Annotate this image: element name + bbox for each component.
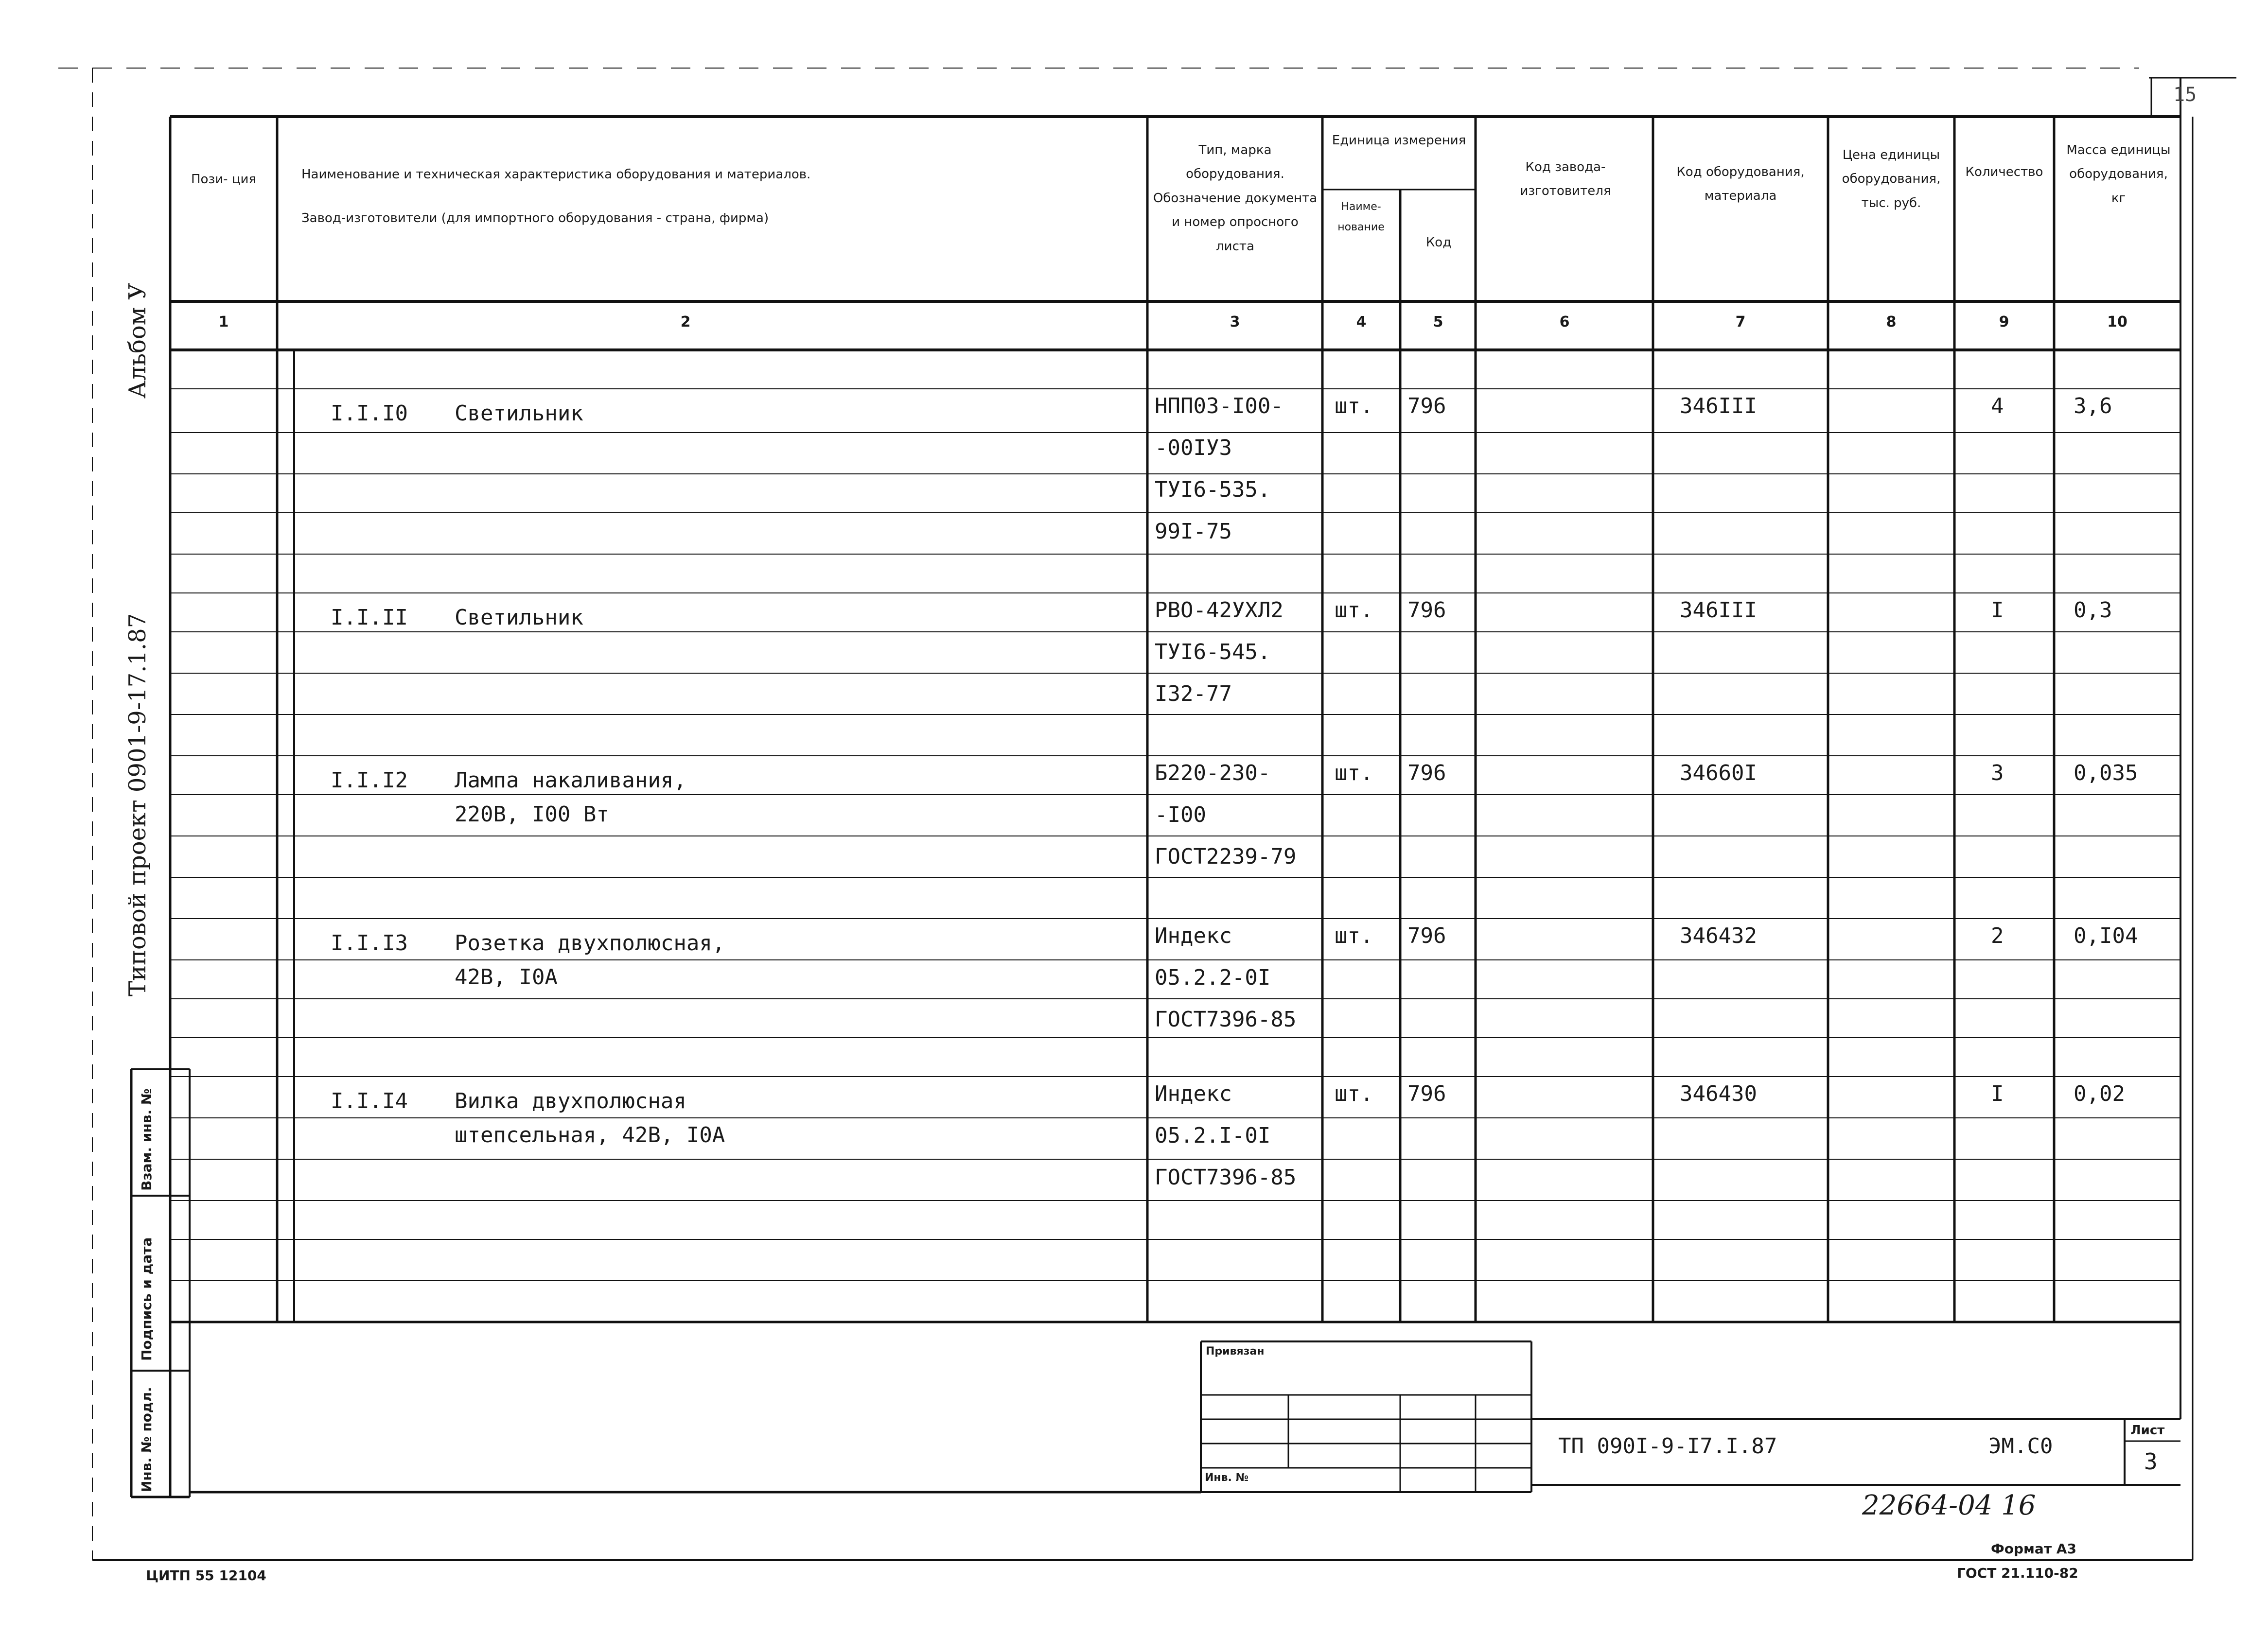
- item-type: 05.2.I-0I: [1155, 1123, 1271, 1148]
- item-type: I32-77: [1155, 681, 1232, 706]
- item-name: 220В, I00 Вт: [455, 802, 609, 827]
- item-unit: шт.: [1335, 761, 1373, 785]
- item-type: -00IУ3: [1155, 435, 1232, 460]
- doc-mark: ЭМ.С0: [1988, 1434, 2053, 1459]
- item-quantity: 2: [1991, 923, 2004, 948]
- header-position: Пози- ция: [191, 172, 257, 187]
- item-unit-code: 796: [1407, 923, 1446, 948]
- item-unit: шт.: [1335, 598, 1373, 623]
- item-quantity: I: [1991, 598, 2004, 623]
- item-name: Светильник: [455, 605, 583, 630]
- item-type: 05.2.2-0I: [1155, 965, 1271, 990]
- item-name: Светильник: [455, 401, 583, 426]
- item-type: НПП03-I00-: [1155, 394, 1283, 418]
- item-mass: 0,02: [2074, 1081, 2125, 1106]
- item-unit-code: 796: [1407, 598, 1446, 623]
- item-position: I.I.II: [331, 605, 408, 630]
- header-quantity: Количество: [1965, 165, 2043, 179]
- item-equipment-code: 346III: [1680, 598, 1757, 623]
- item-unit-code: 796: [1407, 761, 1446, 785]
- stamp-inv-label: Инв. № подл.: [139, 1387, 155, 1492]
- column-number: 1: [218, 313, 229, 331]
- item-mass: 0,3: [2074, 598, 2112, 623]
- header-unit: Единица измерения: [1332, 133, 1466, 148]
- column-number: 10: [2107, 313, 2127, 331]
- inv-no-label: Инв. №: [1205, 1472, 1249, 1484]
- header-name-line1: Наименование и техническая характеристика оборудования и материалов.: [301, 167, 811, 182]
- item-type: Индекс: [1155, 923, 1232, 948]
- item-equipment-code: 346III: [1680, 394, 1757, 418]
- header-unit-code: Код: [1425, 235, 1452, 250]
- item-position: I.I.I2: [331, 768, 408, 793]
- item-unit-code: 796: [1407, 1081, 1446, 1106]
- citp-label: ЦИТП 55 12104: [146, 1567, 266, 1584]
- sheet-number: 3: [2144, 1448, 2158, 1475]
- header-type: Тип, марка оборудования. Обозначение документа и номер опросного листа: [1153, 143, 1318, 254]
- item-name: Вилка двухполюсная: [455, 1089, 686, 1114]
- column-number: 3: [1230, 313, 1240, 331]
- item-unit: шт.: [1335, 923, 1373, 948]
- item-equipment-code: 346430: [1680, 1081, 1757, 1106]
- item-type: 99I-75: [1155, 519, 1232, 544]
- header-name-line2: Завод-изготовители (для импортного оборудования - страна, фирма): [301, 211, 769, 226]
- privyazan-label: Привязан: [1206, 1345, 1265, 1358]
- item-equipment-code: 346432: [1680, 923, 1757, 948]
- item-quantity: 4: [1991, 394, 2004, 418]
- item-type: Индекс: [1155, 1081, 1232, 1106]
- item-position: I.I.I4: [331, 1089, 408, 1114]
- archive-number: 22664-04 16: [1862, 1490, 2036, 1521]
- item-quantity: 3: [1991, 761, 2004, 785]
- item-type: Б220-230-: [1155, 761, 1271, 785]
- item-type: РВО-42УХЛ2: [1155, 598, 1283, 623]
- item-name: Розетка двухполюсная,: [455, 931, 725, 956]
- item-mass: 3,6: [2074, 394, 2112, 418]
- item-unit: шт.: [1335, 394, 1373, 418]
- page-number: 15: [2173, 84, 2197, 106]
- column-number: 9: [1999, 313, 2009, 331]
- doc-code: ТП 090I-9-I7.I.87: [1558, 1434, 1777, 1459]
- item-mass: 0,035: [2074, 761, 2138, 785]
- column-number: 8: [1886, 313, 1897, 331]
- column-number: 7: [1735, 313, 1746, 331]
- item-position: I.I.I3: [331, 931, 408, 956]
- header-unit-name: Наиме-нование: [1337, 201, 1385, 233]
- item-type: -I00: [1155, 802, 1206, 827]
- item-position: I.I.I0: [331, 401, 408, 426]
- header-mass: Масса единицы оборудования, кг: [2066, 143, 2171, 206]
- stamp-podpis-label: Подпись и дата: [139, 1237, 155, 1361]
- column-number: 5: [1433, 313, 1443, 331]
- side-album-label: Альбом У: [124, 282, 151, 399]
- format-label: Формат А3: [1991, 1541, 2076, 1557]
- header-equipment-code: Код оборудования, материала: [1676, 165, 1805, 204]
- item-quantity: I: [1991, 1081, 2004, 1106]
- item-equipment-code: 34660I: [1680, 761, 1757, 785]
- item-type: ТУI6-535.: [1155, 477, 1271, 502]
- gost-label: ГОСТ 21.110-82: [1957, 1565, 2078, 1581]
- item-name: 42В, I0А: [455, 965, 558, 990]
- item-name: Лампа накаливания,: [455, 768, 686, 793]
- side-project-label: Типовой проект 0901-9-17.1.87: [124, 613, 151, 996]
- item-unit: шт.: [1335, 1081, 1373, 1106]
- item-type: ГОСТ7396-85: [1155, 1165, 1297, 1190]
- item-type: ГОСТ7396-85: [1155, 1007, 1297, 1032]
- sheet-label: Лист: [2130, 1423, 2165, 1438]
- item-mass: 0,I04: [2074, 923, 2138, 948]
- stamp-vzam-label: Взам. инв. №: [139, 1088, 155, 1191]
- header-price: Цена единицы оборудования, тыс. руб.: [1842, 148, 1941, 210]
- header-factory-code: Код завода-изготовителя: [1520, 160, 1611, 199]
- item-type: ТУI6-545.: [1155, 640, 1271, 664]
- item-name: штепсельная, 42В, I0А: [455, 1123, 725, 1148]
- column-number: 2: [680, 313, 691, 331]
- column-number: 4: [1356, 313, 1367, 331]
- item-unit-code: 796: [1407, 394, 1446, 418]
- item-type: ГОСТ2239-79: [1155, 844, 1297, 869]
- column-number: 6: [1559, 313, 1570, 331]
